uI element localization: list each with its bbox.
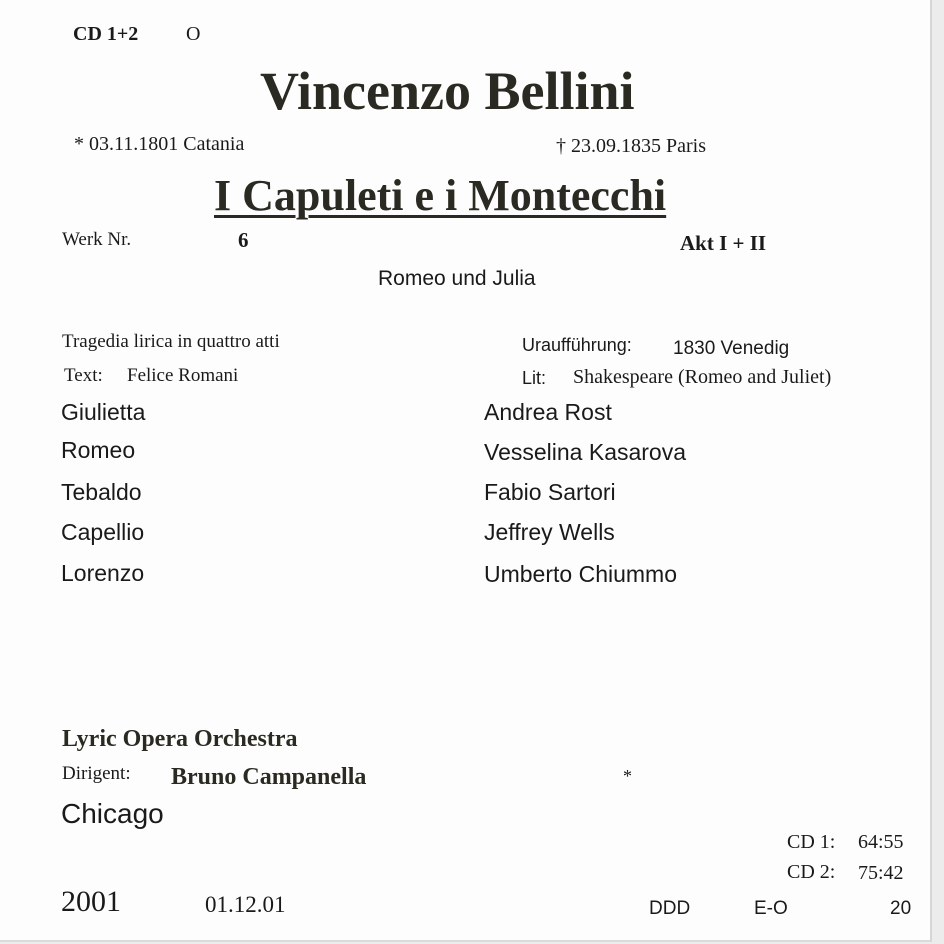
composer-name: Vincenzo Bellini <box>260 61 635 121</box>
work-title: I Capuleti e i Montecchi <box>214 171 667 220</box>
release-year: 2001 <box>61 885 121 918</box>
cd1-duration: 64:55 <box>858 831 904 853</box>
recording-code: DDD <box>649 898 691 919</box>
werk-label: Werk Nr. <box>62 229 132 250</box>
acts-label: Akt I + II <box>680 231 767 255</box>
release-date: 01.12.01 <box>205 892 286 917</box>
catalog-code: E-O <box>754 898 788 919</box>
cd1-label: CD 1: <box>787 831 836 853</box>
orchestra-name: Lyric Opera Orchestra <box>62 726 298 752</box>
conductor-label: Dirigent: <box>62 763 131 784</box>
cast-singer: Fabio Sartori <box>484 479 616 505</box>
conductor-name: Bruno Campanella <box>171 764 367 790</box>
cast-role: Tebaldo <box>61 479 142 505</box>
librettist: Felice Romani <box>127 365 239 386</box>
literature-value: Shakespeare (Romeo and Juliet) <box>573 366 832 388</box>
cast-role: Romeo <box>61 437 136 463</box>
cd2-duration: 75:42 <box>858 862 904 884</box>
cast-role: Lorenzo <box>61 560 145 586</box>
text-label: Text: <box>64 365 103 386</box>
cast-role: Capellio <box>61 519 145 545</box>
cd2-label: CD 2: <box>787 861 836 883</box>
catalog-number: 20 <box>890 898 912 919</box>
composer-birth: * 03.11.1801 Catania <box>74 133 245 155</box>
premiere-label: Uraufführung: <box>522 335 632 355</box>
werk-number: 6 <box>238 228 249 252</box>
composer-death: † 23.09.1835 Paris <box>556 135 706 157</box>
cast-singer: Andrea Rost <box>484 399 612 425</box>
header-marker: O <box>186 23 201 45</box>
cast-singer: Vesselina Kasarova <box>484 439 687 465</box>
cast-singer: Umberto Chiummo <box>484 561 677 587</box>
work-subtitle: Romeo und Julia <box>378 267 536 290</box>
cast-role: Giulietta <box>61 399 146 425</box>
literature-label: Lit: <box>522 368 547 388</box>
cast-singer: Jeffrey Wells <box>484 519 615 545</box>
star-marker: * <box>623 766 632 786</box>
premiere-value: 1830 Venedig <box>673 338 790 359</box>
cd-label: CD 1+2 <box>73 23 139 45</box>
genre-text: Tragedia lirica in quattro atti <box>62 331 280 352</box>
city-name: Chicago <box>61 798 164 829</box>
